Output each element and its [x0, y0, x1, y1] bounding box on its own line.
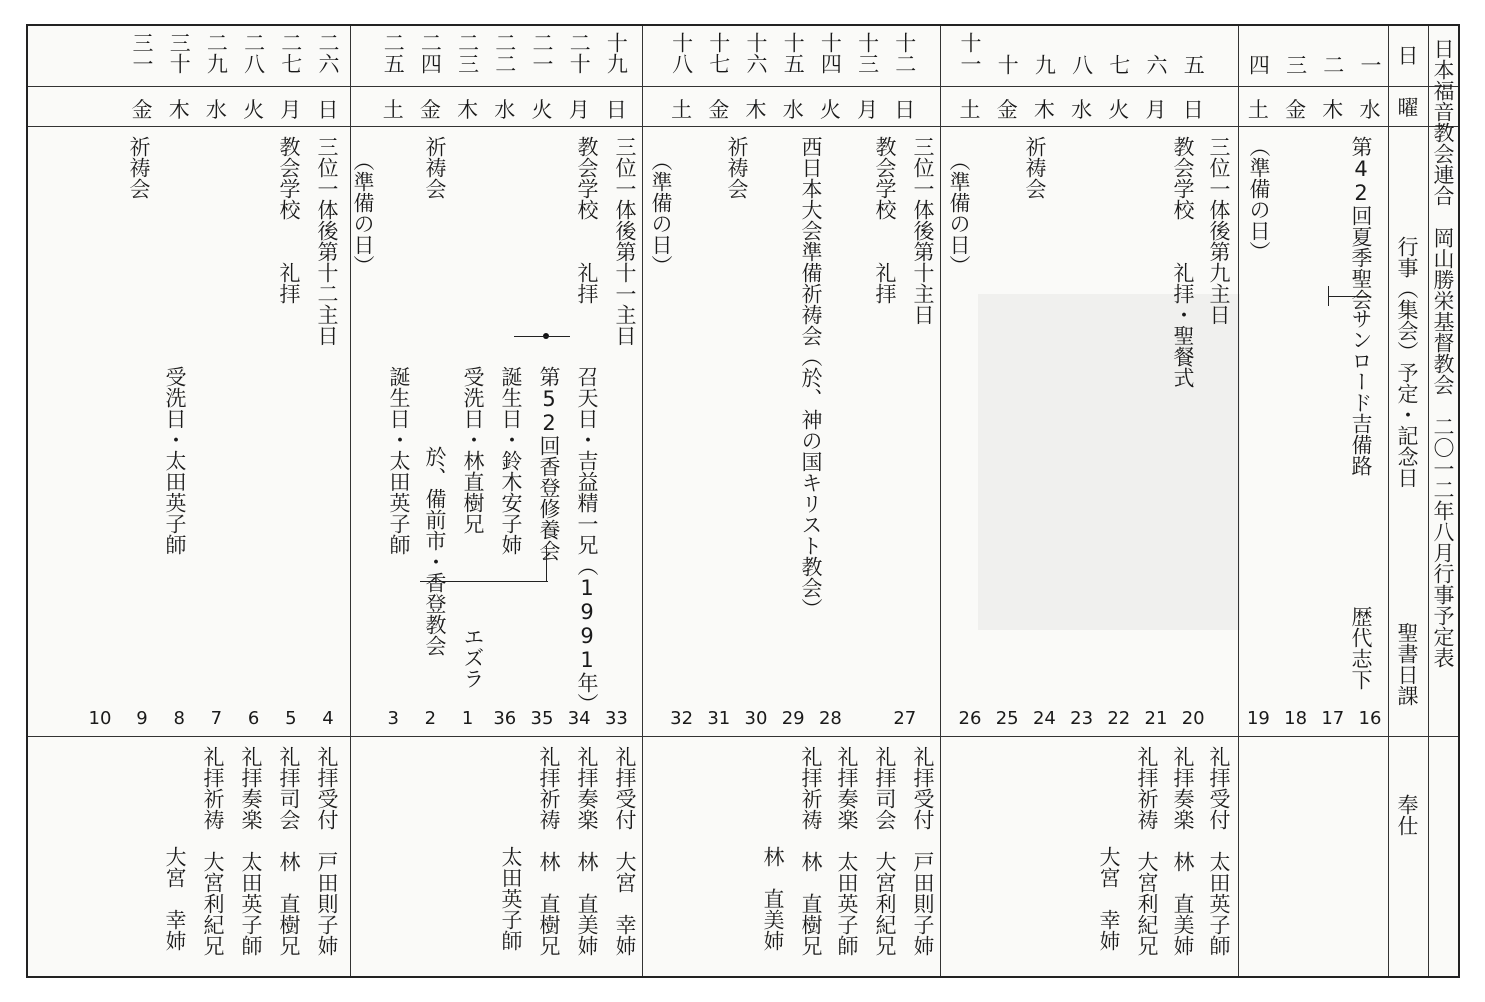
- reading-number: 4: [322, 708, 334, 729]
- day-number: 十五: [781, 32, 806, 74]
- day-number: 二一: [530, 32, 554, 74]
- day-number: 八: [1069, 54, 1094, 75]
- event-sunday-title: 三位一体後第十一主日: [613, 136, 637, 346]
- event-memorial-day: 召天日・吉益精一兄（1991年）: [575, 366, 599, 714]
- week-divider: [642, 26, 643, 976]
- day-number: 二三: [455, 32, 480, 74]
- service-prayer: 礼拝祈祷 大宮利紀兄: [201, 746, 225, 956]
- event-summer-convention: 第42回夏季聖会: [1349, 136, 1373, 310]
- reading-number: 26: [958, 708, 982, 729]
- reading-number: 27: [893, 708, 917, 729]
- reading-number: 30: [744, 708, 768, 729]
- reading-number: 19: [1246, 708, 1270, 729]
- day-number: 二七: [278, 32, 303, 74]
- day-number: 二九: [204, 32, 229, 74]
- service-extra: 太田英子師: [499, 846, 523, 951]
- reading-number: 16: [1358, 708, 1382, 729]
- day-number: 七: [1106, 54, 1131, 75]
- event-sunday-service: 教会学校 礼拝・聖餐式: [1171, 136, 1195, 388]
- weekday-label: 日: [317, 98, 339, 122]
- event-prayer-meeting: 祈祷会: [127, 136, 151, 199]
- weekday-label: 土: [1247, 98, 1269, 122]
- event-birthday: 誕生日・鈴木安子姉: [499, 366, 523, 555]
- reading-number: 32: [670, 708, 694, 729]
- day-number: 十九: [604, 32, 629, 74]
- day-number: 十二: [892, 32, 917, 74]
- event-preparation-day: （準備の日）: [947, 150, 971, 276]
- day-number: 十四: [818, 32, 843, 74]
- event-birthday: 誕生日・太田英子師: [387, 366, 411, 555]
- weekday-label: 水: [1071, 98, 1093, 122]
- weekday-label: 金: [131, 98, 153, 122]
- day-number: 三一: [130, 32, 154, 74]
- event-sunday-title: 三位一体後第九主日: [1207, 136, 1231, 325]
- event-prayer-meeting: 祈祷会: [423, 136, 447, 199]
- service-reception: 礼拝受付 大宮 幸姉: [613, 746, 637, 956]
- reading-number: 5: [285, 708, 297, 729]
- reading-book-ezra: エズラ: [461, 626, 485, 689]
- service-music: 礼拝奏楽 太田英子師: [835, 746, 859, 956]
- reading-number: 7: [210, 708, 223, 729]
- event-venue: サンロード吉備路: [1349, 308, 1373, 476]
- event-span-line: [1328, 296, 1368, 297]
- day-number: 十七: [706, 32, 731, 74]
- weekday-label: 土: [959, 98, 981, 122]
- weekday-label: 月: [280, 98, 302, 122]
- bracket-vertical: [546, 546, 547, 582]
- weekday-label: 火: [1108, 98, 1130, 122]
- weekday-label: 金: [1285, 98, 1307, 122]
- day-number: 十一: [958, 32, 982, 74]
- service-music: 礼拝奏楽 林 直美姉: [1171, 746, 1195, 956]
- event-baptism-day: 受洗日・太田英子師: [163, 366, 187, 555]
- row-divider-weekday: [28, 126, 1458, 127]
- reading-number: 35: [530, 708, 554, 729]
- day-number: 十八: [669, 32, 694, 74]
- weekday-label: 水: [205, 98, 227, 122]
- row-divider-service: [28, 736, 1458, 737]
- reading-number: 28: [818, 708, 842, 729]
- day-number: 十六: [744, 32, 768, 74]
- event-prayer-meeting: 祈祷会: [725, 136, 749, 199]
- week-divider: [940, 26, 941, 976]
- weekday-label: 木: [168, 98, 190, 122]
- weekday-label: 木: [745, 98, 767, 122]
- service-music: 礼拝奏楽 林 直美姉: [575, 746, 599, 956]
- reading-number: 2: [424, 708, 437, 729]
- reading-number: 21: [1144, 708, 1168, 729]
- event-west-japan-prayer: 西日本大会準備祈祷会（於、神の国キリスト教会）: [799, 136, 823, 619]
- reading-book-chronicles: 歴代志下: [1349, 606, 1373, 690]
- reading-number: 25: [995, 708, 1019, 729]
- weekday-label: 日: [605, 98, 627, 122]
- title-divider: [1428, 26, 1429, 976]
- weekday-label: 水: [782, 98, 804, 122]
- service-prayer: 礼拝祈祷 林 直樹兄: [537, 746, 561, 956]
- weekday-label: 土: [382, 98, 404, 122]
- reading-number: 23: [1070, 708, 1094, 729]
- weekday-label: 月: [857, 98, 879, 122]
- reading-number: 36: [493, 708, 517, 729]
- event-prayer-meeting: 祈祷会: [1023, 136, 1047, 199]
- service-extra: 林 直美姉: [761, 846, 785, 951]
- reading-number: 3: [387, 708, 399, 729]
- event-span-tick: [1328, 286, 1329, 306]
- weekday-label: 金: [708, 98, 730, 122]
- day-number: 六: [1144, 54, 1168, 75]
- weekday-label: 土: [671, 98, 693, 122]
- schedule-sheet: [26, 24, 1460, 978]
- event-baptism-day: 受洗日・林直樹兄: [461, 366, 485, 534]
- event-sunday-title: 三位一体後第十二主日: [315, 136, 339, 346]
- service-reception: 礼拝受付 戸田則子姉: [911, 746, 935, 956]
- reading-number: 6: [247, 708, 260, 729]
- header-service: 奉仕: [1395, 794, 1419, 836]
- service-host: 礼拝司会 大宮利紀兄: [873, 746, 897, 956]
- day-number: 二: [1320, 54, 1345, 75]
- event-sunday-title: 三位一体後第十主日: [911, 136, 935, 325]
- day-number: 一: [1358, 54, 1382, 75]
- service-reception: 礼拝受付 戸田則子姉: [315, 746, 339, 956]
- event-preparation-day: （準備の日）: [1247, 136, 1271, 262]
- header-day: 日: [1397, 44, 1419, 68]
- header-weekday: 曜: [1397, 96, 1419, 120]
- weekday-label: 木: [457, 98, 479, 122]
- reading-number: 31: [707, 708, 731, 729]
- weekday-label: 月: [568, 98, 590, 122]
- service-prayer: 礼拝祈祷 大宮利紀兄: [1135, 746, 1159, 956]
- header-reading: 聖書日課: [1395, 622, 1419, 706]
- reading-number: 8: [173, 708, 185, 729]
- reading-number: 18: [1284, 708, 1308, 729]
- reading-number: 17: [1321, 708, 1345, 729]
- day-number: 二八: [241, 32, 266, 74]
- reading-number: 1: [461, 708, 474, 729]
- day-number: 二四: [418, 32, 443, 74]
- reading-number: 9: [136, 708, 148, 729]
- event-kagato-retreat: 第52回香登修養会: [537, 366, 561, 561]
- weekday-label: 金: [419, 98, 441, 122]
- reading-number: 20: [1181, 708, 1205, 729]
- event-preparation-day: （準備の日）: [351, 150, 375, 276]
- reading-number: 10: [88, 708, 112, 729]
- event-sunday-service: 教会学校 礼拝: [277, 136, 301, 304]
- weekday-label: 木: [1033, 98, 1055, 122]
- day-number: 三: [1283, 54, 1308, 75]
- day-number: 二五: [381, 32, 406, 74]
- event-sunday-service: 教会学校 礼拝: [575, 136, 599, 304]
- service-host: 礼拝司会 林 直樹兄: [277, 746, 301, 956]
- header-divider: [1388, 26, 1389, 976]
- weekday-label: 金: [996, 98, 1018, 122]
- reading-number: 34: [567, 708, 591, 729]
- reading-number: 24: [1032, 708, 1056, 729]
- reading-number: 29: [781, 708, 805, 729]
- day-number: 九: [1032, 54, 1057, 75]
- weekday-label: 日: [894, 98, 916, 122]
- day-number: 五: [1181, 54, 1206, 75]
- day-number: 二六: [316, 32, 340, 74]
- service-extra: 大宮 幸姉: [1097, 846, 1121, 951]
- event-preparation-day: （準備の日）: [649, 150, 673, 276]
- week-divider: [1238, 26, 1239, 976]
- weekday-label: 月: [1145, 98, 1167, 122]
- weekday-label: 木: [1322, 98, 1344, 122]
- event-sunday-service: 教会学校 礼拝: [873, 136, 897, 304]
- reading-number: 22: [1107, 708, 1131, 729]
- header-events: 行事（集会）予定・記念日: [1395, 236, 1419, 488]
- weekday-label: 火: [531, 98, 553, 122]
- document-title: 日本福音教会連合 岡山勝栄基督教会 二〇一二年八月行事予定表: [1431, 38, 1455, 668]
- event-kagato-venue: 於、備前市・香登教会: [423, 446, 447, 656]
- day-number: 三十: [167, 32, 192, 74]
- reading-number: 33: [604, 708, 628, 729]
- service-prayer: 礼拝祈祷 林 直樹兄: [799, 746, 823, 956]
- weekday-label: 日: [1182, 98, 1204, 122]
- weekday-label: 水: [1359, 98, 1381, 122]
- day-number: 十三: [855, 32, 880, 74]
- service-extra: 大宮 幸姉: [163, 846, 187, 951]
- weekday-label: 水: [494, 98, 516, 122]
- row-divider-day: [28, 86, 1458, 87]
- day-number: 二二: [492, 32, 517, 74]
- faded-photo: [978, 294, 1240, 630]
- day-number: 二十: [567, 32, 592, 74]
- day-number: 四: [1246, 54, 1271, 75]
- weekday-label: 火: [243, 98, 265, 122]
- day-number: 十: [995, 54, 1020, 75]
- bracket-line: [514, 336, 570, 337]
- service-music: 礼拝奏楽 太田英子師: [239, 746, 263, 956]
- service-reception: 礼拝受付 太田英子師: [1207, 746, 1231, 956]
- weekday-label: 火: [819, 98, 841, 122]
